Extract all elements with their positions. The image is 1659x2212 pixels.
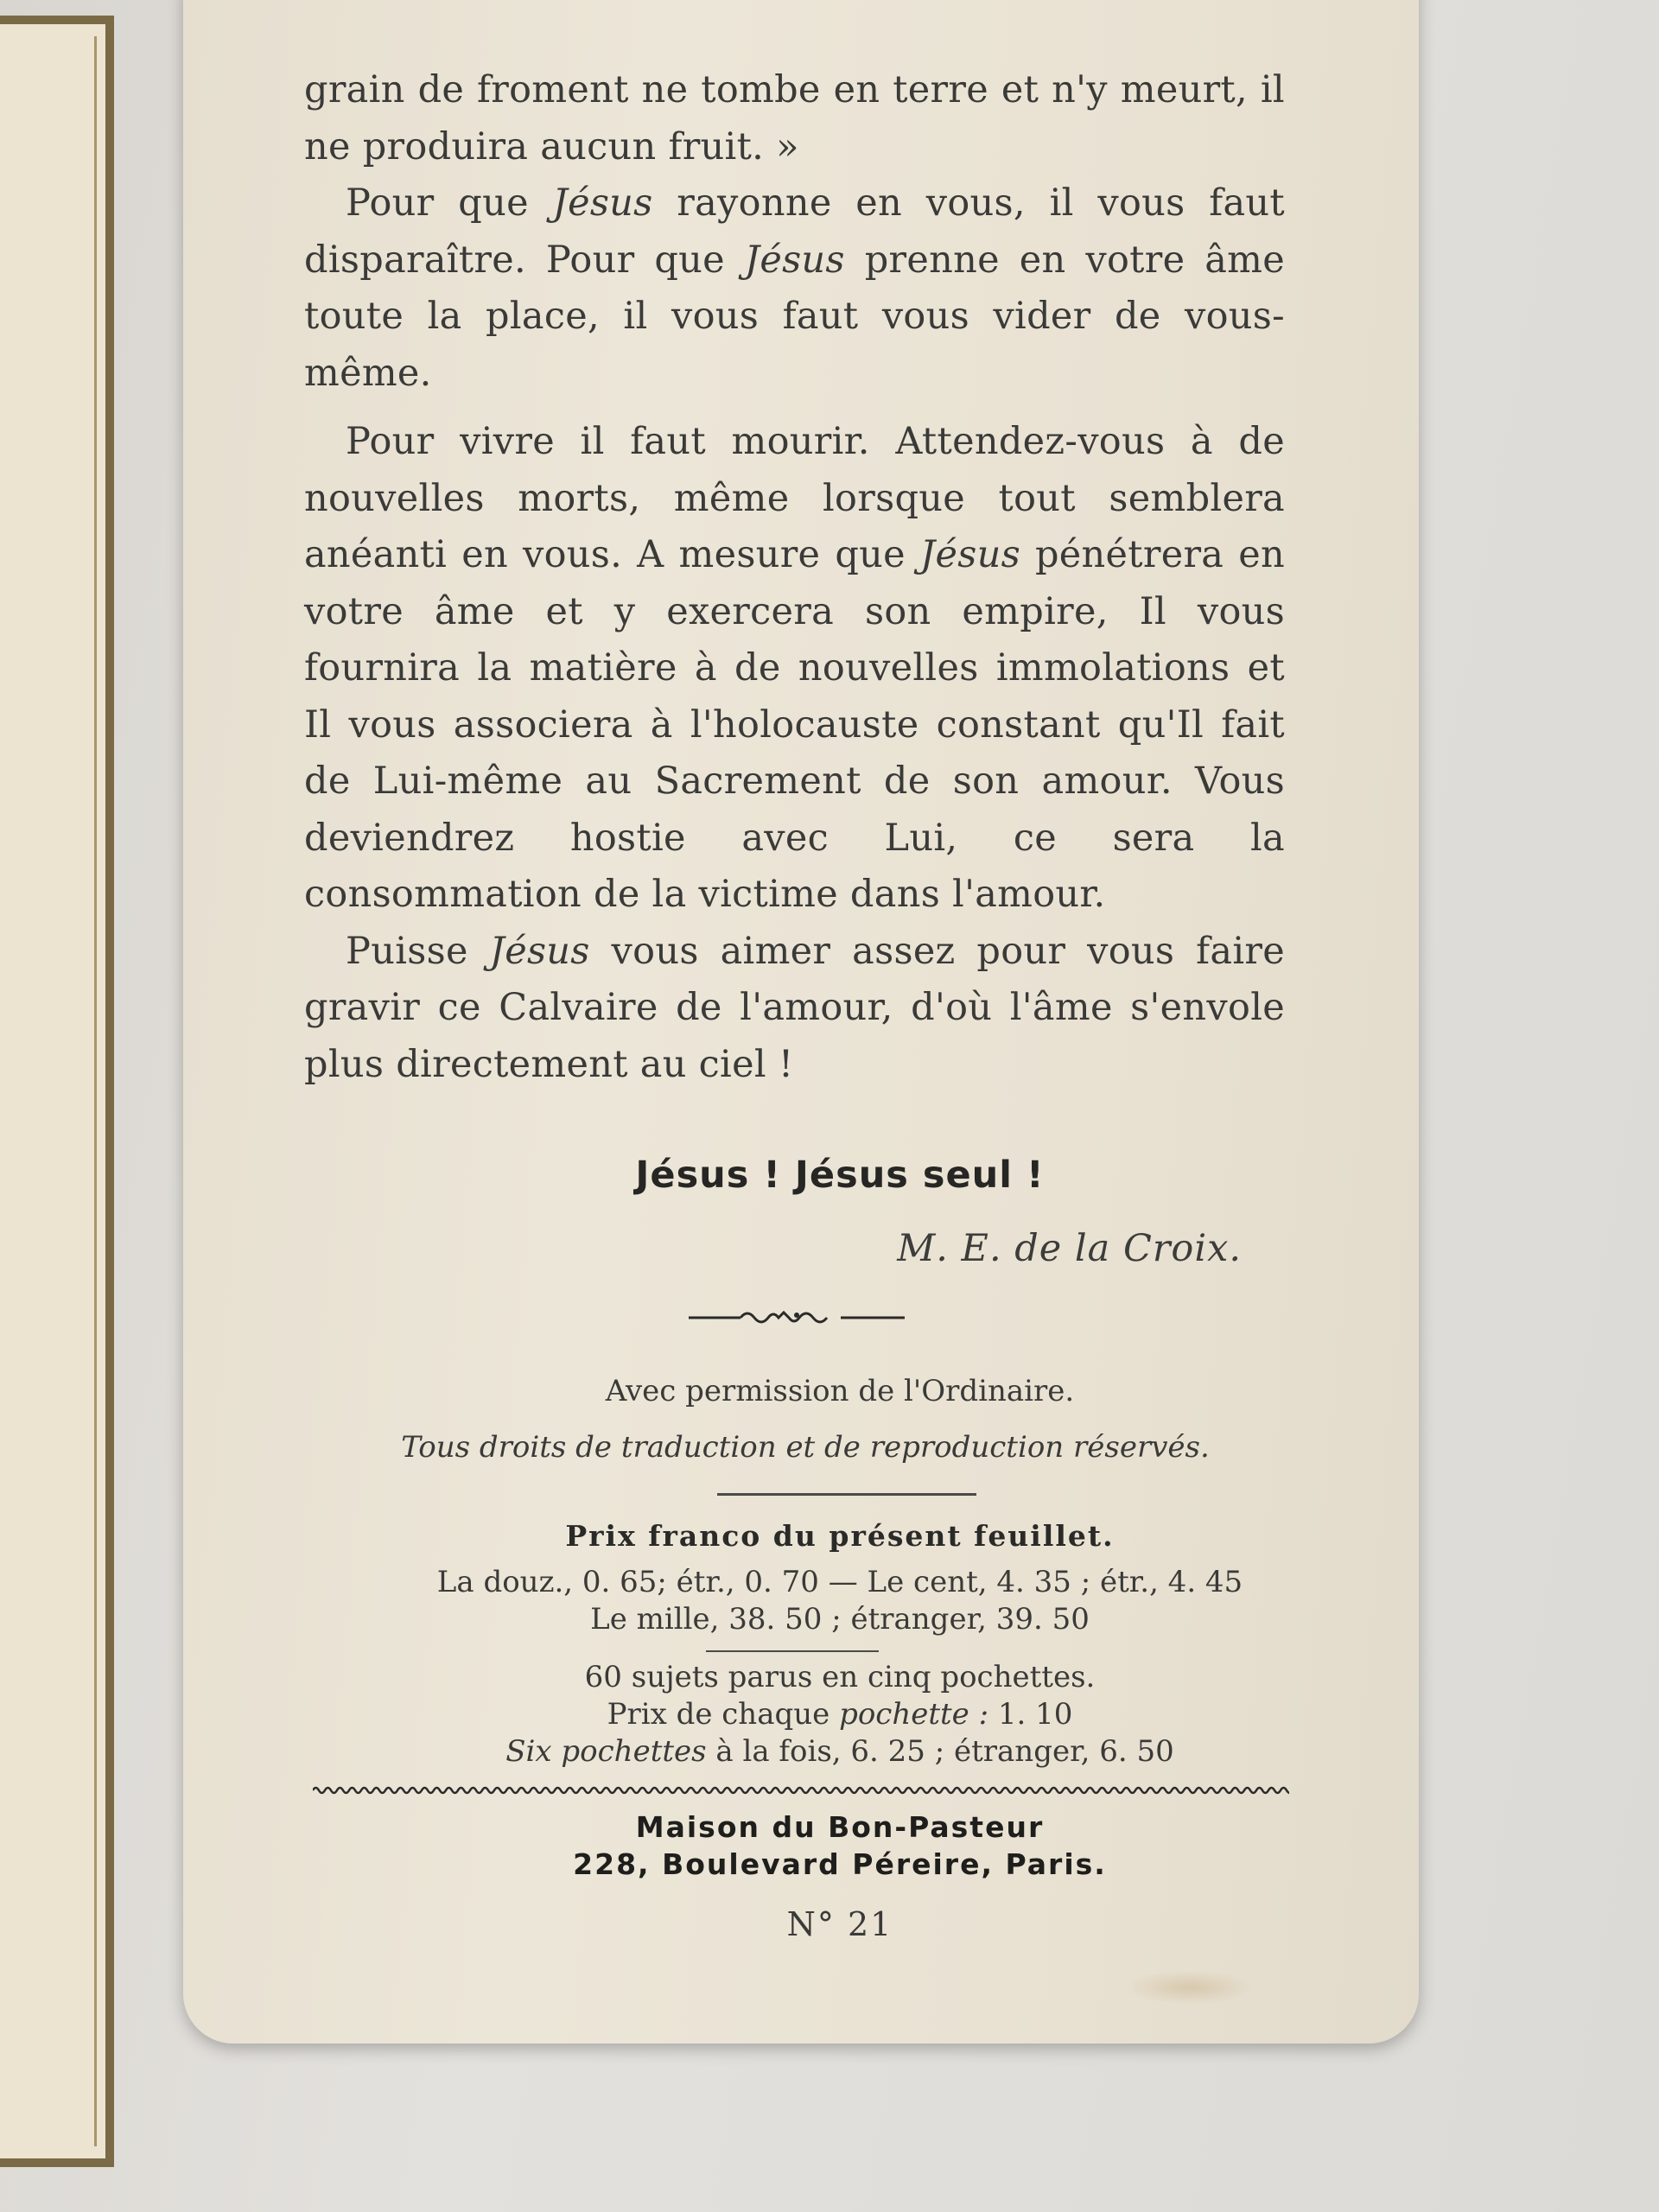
- price-line-2: Le mille, 38. 50 ; étranger, 39. 50: [590, 1602, 1090, 1637]
- exclamation: Jésus ! Jésus seul !: [635, 1154, 1045, 1197]
- text-segment: vous aimer assez pour vous faire gravir ce Calvaire de l'amour, d'où l'âme s'envole plus directement au ciel !: [304, 929, 1285, 1086]
- publisher-address: 228, Boulevard Péreire, Paris.: [573, 1847, 1107, 1881]
- background-card: [0, 16, 114, 2167]
- text-segment: Pour vivre il faut mourir. Attendez-vous à de nouvelles morts, même lorsque tout semblera anéanti en vous. A mesure que: [304, 420, 1285, 576]
- pochette-price-line: [183, 1696, 1419, 1732]
- text-segment: rayonne en vous, il vous faut disparaître. Pour que: [304, 181, 1285, 282]
- sheet-number: N° 21: [786, 1905, 893, 1943]
- prayer-card: [183, 0, 1419, 2044]
- text-segment: prenne en votre âme toute la place, il vous faut vous vider de vous-même.: [304, 238, 1285, 395]
- paragraph-1: [304, 62, 1285, 175]
- six-pochettes-rest: à la fois, 6. 25 ; étranger, 6. 50: [706, 1734, 1174, 1769]
- price-line-1: La douz., 0. 65; étr., 0. 70 — Le cent, 4. 35 ; étr., 4. 45: [436, 1565, 1243, 1599]
- paragraph-2: [304, 175, 1285, 402]
- mini-divider-rule: [706, 1650, 879, 1652]
- paragraph-3: [304, 414, 1285, 924]
- signature: M. E. de la Croix.: [897, 1227, 1242, 1270]
- six-pochettes-label: Six pochettes: [505, 1734, 707, 1769]
- publisher-name: Maison du Bon-Pasteur: [635, 1810, 1045, 1844]
- text-segment: grain de froment ne tombe en terre et n'y meurt, il ne produira aucun fruit. »: [304, 68, 1285, 168]
- pochette-price: 1. 10: [988, 1697, 1073, 1732]
- jesus-italic: Jésus: [919, 533, 1020, 576]
- price-title: Prix franco du présent feuillet.: [565, 1519, 1115, 1553]
- six-pochettes-line: [183, 1733, 1419, 1770]
- background-card-border: [0, 36, 97, 2146]
- pochette-prefix: Prix de chaque: [607, 1697, 840, 1732]
- wavy-divider: [313, 1784, 1289, 1796]
- divider-rule: [717, 1493, 976, 1496]
- text-segment: Puisse: [346, 929, 490, 973]
- text-segment: pénétrera en votre âme et y exercera son empire, Il vous fournira la matière à de nouvelles immolations et Il vous associera à l'holocauste constant qu'Il fait de Lui-même au Sacrement de son amour. Vous deviendrez hostie avec Lui, ce sera la consommation de la victime dans l'amour.: [304, 533, 1286, 916]
- rights-text: Tous droits de traduction et de reproduction réservés.: [401, 1430, 1210, 1465]
- pochette-word: pochette :: [839, 1697, 989, 1732]
- text-segment: Pour que: [346, 181, 553, 225]
- paragraph-4: [304, 924, 1285, 1094]
- permission-text: Avec permission de l'Ordinaire.: [605, 1374, 1075, 1408]
- ornament-divider: [689, 1305, 905, 1331]
- body-text: [304, 62, 1285, 1093]
- jesus-italic: Jésus: [744, 238, 845, 282]
- jesus-italic: Jésus: [552, 181, 653, 225]
- jesus-italic: Jésus: [489, 929, 590, 973]
- subjects-line: 60 sujets parus en cinq pochettes.: [584, 1660, 1096, 1694]
- paper-stain: [1125, 1970, 1255, 2005]
